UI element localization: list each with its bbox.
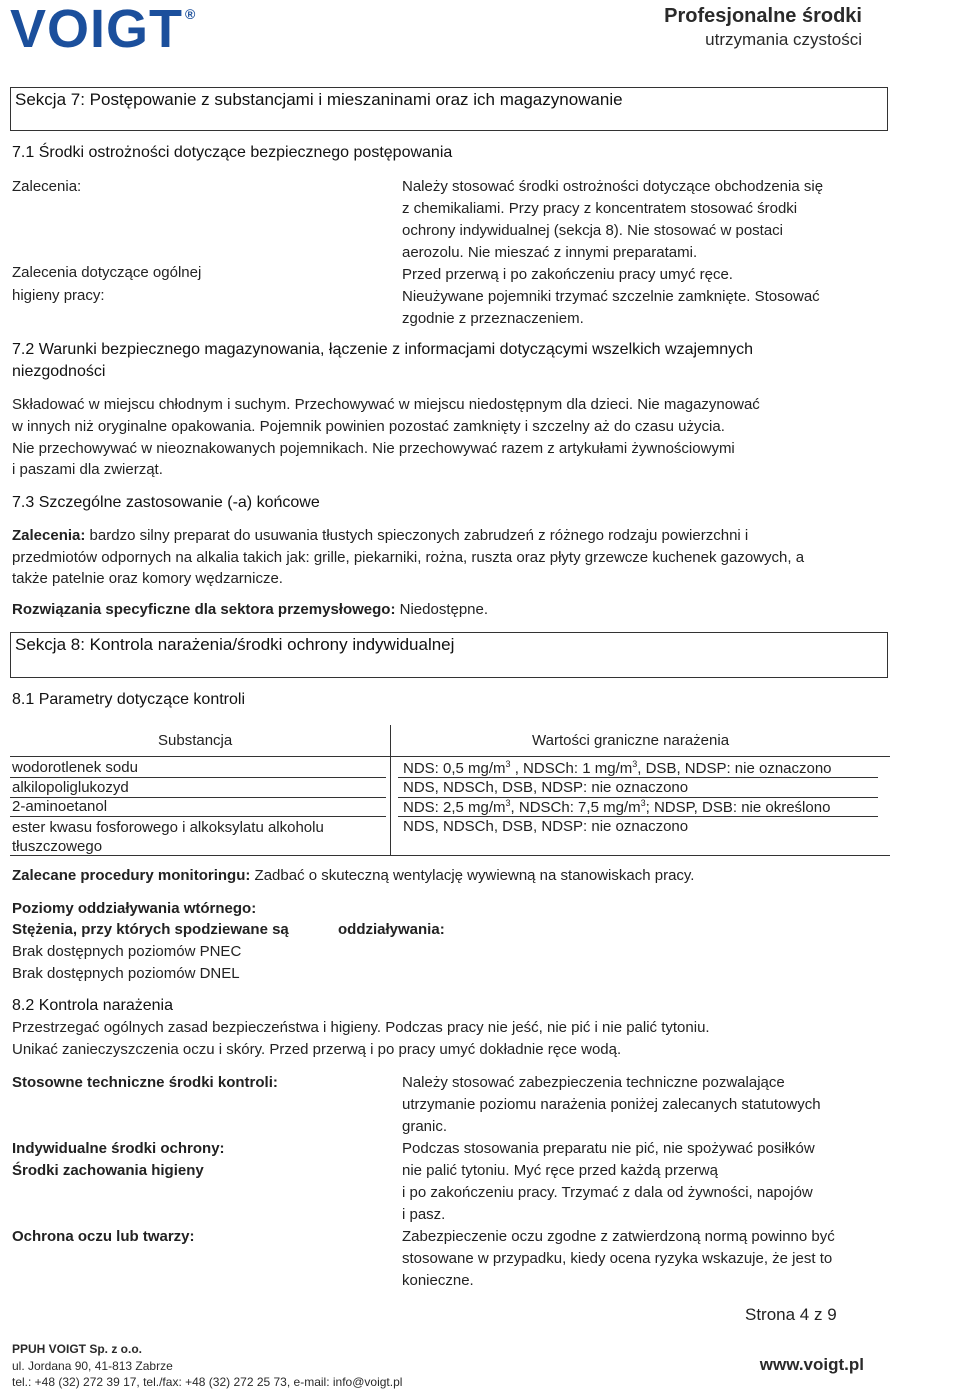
dnel-text: Brak dostępnych poziomów DNEL — [12, 965, 240, 982]
end-use-label: Zalecenia: — [12, 527, 86, 544]
monitoring: Zalecane procedury monitoringu: Zadbać o skuteczną wentylację wywiewną na stanowiskach pracy. — [12, 867, 695, 884]
recommendations-line-2: z chemikaliami. Przy pracy z koncentratem stosować środki — [402, 200, 798, 217]
technical-controls-line-2: utrzymanie poziomu narażenia poniżej zalecanych statutowych — [402, 1096, 821, 1113]
hygiene-label-2: higieny pracy: — [12, 287, 105, 304]
footer-address: ul. Jordana 90, 41-813 Zabrze — [12, 1359, 173, 1373]
hygiene-measures-label: Środki zachowania higieny — [12, 1162, 204, 1179]
storage-line-1: Składować w miejscu chłodnym i suchym. Przechowywać w miejscu niedostępnym dla dzieci. Nie magazynować — [12, 396, 760, 413]
heading-7-1: 7.1 Środki ostrożności dotyczące bezpiecznego postępowania — [12, 144, 453, 161]
monitoring-label: Zalecane procedury monitoringu: — [12, 867, 251, 884]
concentrations-label: Stężenia, przy których spodziewane są — [12, 921, 289, 938]
eye-protection-line-3: konieczne. — [402, 1272, 474, 1289]
table-header-limits: Wartości graniczne narażenia — [532, 732, 730, 749]
exposure-line-2: Unikać zanieczyszczenia oczu i skóry. Przed przerwą i po pracy umyć dokładnie ręce wodą. — [12, 1041, 622, 1058]
section-7-title: Sekcja 7: Postępowanie z substancjami i mieszaninami oraz ich magazynowanie — [15, 90, 623, 109]
end-use-line-3: także patelnie oraz komory wędzarnicze. — [12, 570, 283, 587]
table-cell-limit: NDS: 0,5 $mg/m^3$ , NDSCh: 1 $mg/m^3$, DSB, NDSP: nie oznaczono — [403, 759, 832, 777]
storage-line-2: w innych niż oryginalne opakowania. Pojemnik powinien pozostać zamknięty i szczelny aż do czasu użycia. — [12, 418, 725, 435]
table-cell-limit: NDS: 2,5 $mg/m^3$, NDSCh: 7,5 $mg/m^3$; NDSP, DSB: nie określono — [403, 798, 831, 816]
table-column-divider — [390, 725, 391, 855]
section-8-title: Sekcja 8: Kontrola narażenia/środki ochrony indywidualnej — [15, 635, 455, 654]
eye-protection-line-2: stosowane w przypadku, kiedy ocena ryzyka wskazuje, że jest to — [402, 1250, 833, 1267]
hygiene-measures-line-1: Podczas stosowania preparatu nie pić, nie spożywać posiłków — [402, 1140, 815, 1157]
hygiene-line-3: zgodnie z przeznaczeniem. — [402, 310, 584, 327]
recommendations-label: Zalecenia: — [12, 178, 82, 195]
hygiene-line-1: Przed przerwą i po zakończeniu pracy umyć ręce. — [402, 266, 733, 283]
hygiene-label-1: Zalecenia dotyczące ogólnej — [12, 264, 202, 281]
eye-protection-label: Ochrona oczu lub twarzy: — [12, 1228, 195, 1245]
secondary-levels-label: Poziomy oddziaływania wtórnego: — [12, 900, 257, 917]
recommendations-line-3: ochrony indywidualnej (sekcja 8). Nie stosować w postaci — [402, 222, 784, 239]
table-cell-limit: NDS, NDSCh, DSB, NDSP: nie oznaczono — [403, 779, 689, 796]
exposure-line-1: Przestrzegać ogólnych zasad bezpieczeństwa i higieny. Podczas pracy nie jeść, nie pić i nie palić tytoniu. — [12, 1019, 710, 1036]
table-cell-substance: ester kwasu fosforowego i alkoksylatu alkoholu tłuszczowego — [12, 819, 324, 855]
header-tagline-1: Profesjonalne środki — [664, 5, 862, 27]
heading-8-2: 8.2 Kontrola narażenia — [12, 997, 173, 1014]
technical-controls-label: Stosowne techniczne środki kontroli: — [12, 1074, 278, 1091]
header-tagline-2: utrzymania czystości — [705, 30, 862, 49]
hygiene-measures-line-4: i pasz. — [402, 1206, 446, 1223]
footer-company: PPUH VOIGT Sp. z o.o. — [12, 1342, 143, 1356]
pnec-text: Brak dostępnych poziomów PNEC — [12, 943, 242, 960]
end-use-line-1: Zalecenia: bardzo silny preparat do usuwania tłustych spieczonych zabrudzeń z różnego rodzaju powierzchni i — [12, 527, 749, 544]
recommendations-line-4: aerozolu. Nie mieszać z innymi preparatami. — [402, 244, 698, 261]
concentrations-label-2: oddziaływania: — [338, 921, 445, 938]
recommendations-line-1: Należy stosować środki ostrożności dotyczące obchodzenia się — [402, 178, 824, 195]
heading-7-2-line-1: 7.2 Warunki bezpiecznego magazynowania, łączenie z informacjami dotyczącymi wszelkich wzajemnych — [12, 341, 754, 358]
table-row-rule — [398, 777, 878, 778]
company-logo: VOIGT ® — [10, 0, 197, 59]
storage-line-3: Nie przechowywać w nieoznakowanych pojemnikach. Nie przechowywać razem z artykułami żywnościowymi — [12, 440, 735, 457]
heading-8-1: 8.1 Parametry dotyczące kontroli — [12, 691, 245, 708]
table-header-substance: Substancja — [158, 732, 233, 749]
footer-contact: tel.: +48 (32) 272 39 17, tel./fax: +48 (32) 272 25 73, e-mail: info@voigt.pl — [12, 1375, 403, 1389]
technical-controls-line-3: granic. — [402, 1118, 448, 1135]
hygiene-measures-line-3: i po zakończeniu pracy. Trzymać z dala od żywności, napojów — [402, 1184, 813, 1201]
sector-solutions: Rozwiązania specyficzne dla sektora przemysłowego: Niedostępne. — [12, 601, 489, 618]
storage-line-4: i paszami dla zwierząt. — [12, 461, 163, 478]
eye-protection-line-1: Zabezpieczenie oczu zgodne z zatwierdzoną normą powinno być — [402, 1228, 835, 1245]
individual-protection-label: Indywidualne środki ochrony: — [12, 1140, 225, 1157]
heading-7-2-line-2: niezgodności — [12, 363, 106, 380]
table-row-rule — [10, 816, 386, 817]
hygiene-measures-line-2: nie palić tytoniu. Myć ręce przed każdą przerwą — [402, 1162, 718, 1179]
table-header-rule — [10, 756, 890, 757]
section-8-header — [10, 632, 888, 678]
technical-controls-line-1: Należy stosować zabezpieczenia techniczne pozwalające — [402, 1074, 785, 1091]
table-cell-substance: wodorotlenek sodu — [12, 759, 138, 776]
table-cell-limit: NDS, NDSCh, DSB, NDSP: nie oznaczono — [403, 818, 689, 835]
table-cell-substance: alkilopoliglukozyd — [12, 779, 129, 796]
table-row-rule — [10, 777, 386, 778]
section-7-header — [10, 87, 888, 131]
hygiene-line-2: Nieużywane pojemniki trzymać szczelnie zamknięte. Stosować — [402, 288, 820, 305]
heading-7-3: 7.3 Szczególne zastosowanie (-a) końcowe — [12, 494, 320, 511]
page-number: Strona 4 z 9 — [745, 1305, 837, 1324]
table-row-rule — [398, 816, 878, 817]
footer-website-link[interactable]: www.voigt.pl — [759, 1355, 864, 1374]
sector-solutions-label: Rozwiązania specyficzne dla sektora przemysłowego: — [12, 601, 396, 618]
end-use-line-2: przedmiotów odpornych na alkalia takich jak: grille, piekarniki, rożna, ruszta oraz płyty grzewcze kuchenek gazowych, a — [12, 549, 805, 566]
table-cell-substance: 2-aminoetanol — [12, 798, 108, 815]
